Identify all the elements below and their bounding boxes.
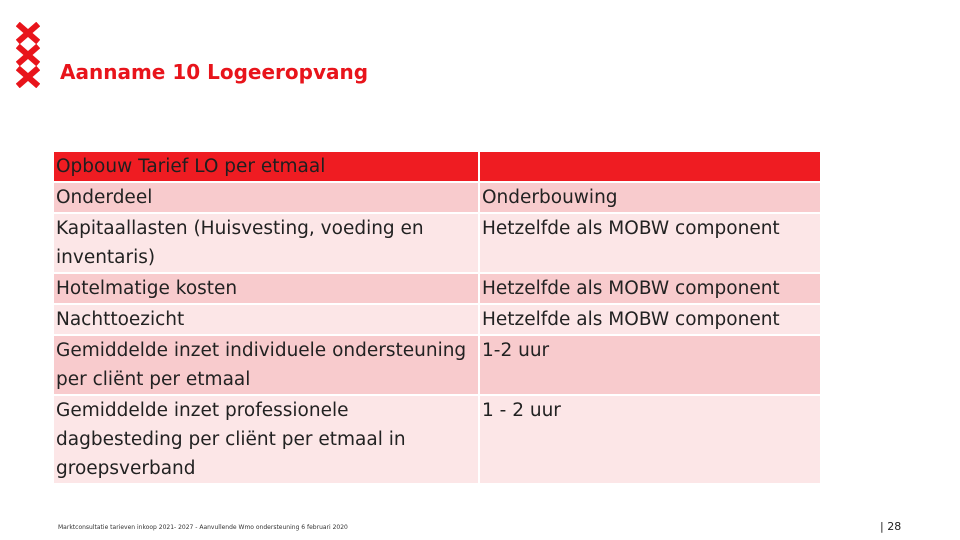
row-value: Hetzelfde als MOBW component (480, 214, 820, 272)
amsterdam-xxx-logo-icon (16, 22, 40, 88)
row-label: Gemiddelde inzet professionele dagbesteding per cliënt per etmaal in groepsverband (54, 396, 478, 483)
row-label: Gemiddelde inzet individuele ondersteuning per cliënt per etmaal (54, 336, 478, 394)
page-number: | 28 (880, 520, 902, 533)
row-label: Onderdeel (54, 183, 478, 212)
footer-note: Marktconsultatie tarieven inkoop 2021- 2027 - Aanvullende Wmo ondersteuning 6 februari 2020 (58, 524, 348, 531)
row-label: Nachttoezicht (54, 305, 478, 334)
table-row (54, 396, 820, 483)
row-label: Kapitaallasten (Huisvesting, voeding en inventaris) (54, 214, 478, 272)
row-value: 1-2 uur (480, 336, 820, 394)
table-row (54, 274, 820, 303)
row-label: Hotelmatige kosten (54, 274, 478, 303)
row-value: 1 - 2 uur (480, 396, 820, 483)
table-row (54, 336, 820, 394)
table-row (54, 214, 820, 272)
row-value: Hetzelfde als MOBW component (480, 274, 820, 303)
tariff-table (52, 150, 822, 485)
table-header-row (54, 152, 820, 181)
row-value: Onderbouwing (480, 183, 820, 212)
header-cell-empty (480, 152, 820, 181)
table-row (54, 305, 820, 334)
header-cell-title: Opbouw Tarief LO per etmaal (54, 152, 478, 181)
row-value: Hetzelfde als MOBW component (480, 305, 820, 334)
slide-title: Aanname 10 Logeeropvang (60, 60, 369, 84)
table-row (54, 183, 820, 212)
